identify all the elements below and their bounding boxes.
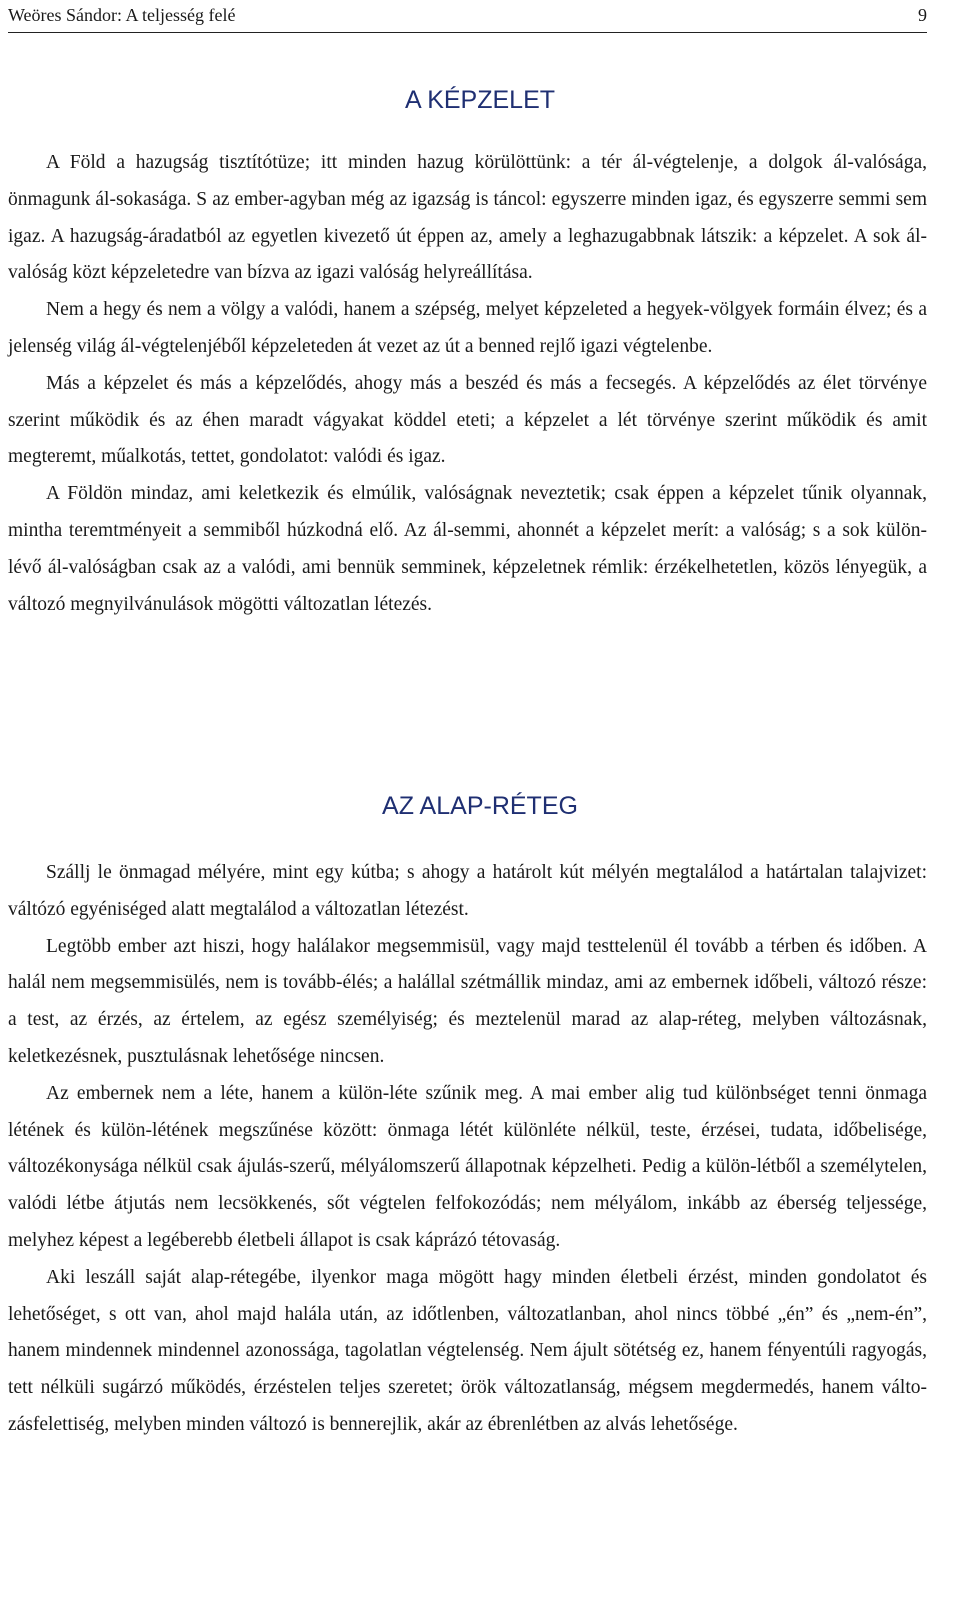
paragraph: Nem a hegy és nem a völgy a valódi, hanem a szépség, melyet képzeleted a hegyek-völgyek formáin élvez; és a jelenség világ ál-végtelenjéből képzeleteden át vezet az út a benned rejlő igazi végtelenbe. <box>8 299 927 357</box>
section-kepzelet-body <box>8 145 927 623</box>
paragraph: Más a képzelet és más a képzelődés, ahogy más a beszéd és más a fecsegés. A képzelődés az élet törvénye szerint működik és az éhen maradt vágyakat köddel eteti; a képzelet a lét törvénye szerint működik és amit megteremt, műalkotás, tettet, gondolatot: valódi és igaz. <box>8 372 927 468</box>
section-title-alap-reteg: AZ ALAP-RÉTEG <box>382 792 578 820</box>
page-number: 9 <box>918 5 927 25</box>
section-alap-reteg-body <box>8 855 927 1444</box>
paragraph: A Földön mindaz, ami keletkezik és elmúlik, valóságnak neveztetik; csak éppen a képzelet tűnik olyannak, mintha teremtményeit a semmiből húzkodná elő. Az ál-semmi, ahonnét a képzelet merít: a valóság; s a sok külön-lévő ál-valóságban csak az a valódi, ami bennük semminek, képzeletnek rémlik: érzékelhetetlen, közös lényegük, a változó megnyilvánulások mögötti változatlan létezés. <box>8 483 927 615</box>
paragraph: A Föld a hazugság tisztítótüze; itt minden hazug körülöttünk: a tér ál-végtelenje, a dolgok ál-valósága, önmagunk ál-sokasága. S az ember-agyban még az igazság is táncol: egyszerre minden igaz, és egyszerre semmi sem igaz. A hazugság-áradatból az egyetlen kivezető út éppen az, amely a leghazugabbnak látszik: a képzelet. A sok ál-valóság közt képzeletedre van bízva az igazi valóság helyreállítása. <box>8 152 927 284</box>
section-title-kepzelet: A KÉPZELET <box>404 86 556 114</box>
header-rule <box>8 32 927 33</box>
paragraph: Legtöbb ember azt hiszi, hogy halálakor megsemmisül, vagy majd testtelenül él tovább a térben és időben. A halál nem megsemmisülés, nem is tovább-élés; a halállal szétmállik mindaz, ami az embernek időbeli, változó része: a test, az érzés, az értelem, az egész személyiség; és meztelenül marad az alap-réteg, melyben változásnak, keletkezésnek, pusztulásnak lehetősége nincsen. <box>8 935 927 1067</box>
running-title: Weöres Sándor: A teljesség felé <box>8 5 236 25</box>
paragraph: Aki leszáll saját alap-rétegébe, ilyenkor maga mögött hagy minden életbeli érzést, minden gondolatot és lehetőséget, s ott van, ahol majd halála után, az időtlenben, változatlanban, ahol nincs többé „én” és „nem-én”, hanem mindennek mindennel azonossága, tagolatlan végtelenség. Nem ájult sötétség ez, hanem fényentúli ragyogás, tett nélküli sugárzó működés, érzéstelen teljes szeretet; örök változatlanság, mégsem megdermedés, hanem változásfelettiség, melyben minden változó is bennerejlik, akár az ébrenlétben az alvás lehetősége. <box>8 1266 927 1435</box>
paragraph: Szállj le önmagad mélyére, mint egy kútba; s ahogy a határolt kút mélyén megtalálod a határtalan talajvizet: váltózó egyéniséged alatt megtalálod a változatlan létezést. <box>8 862 927 920</box>
running-header <box>0 0 960 34</box>
paragraph: Az embernek nem a léte, hanem a külön-léte szűnik meg. A mai ember alig tud különbséget tenni önmaga létének és külön-létének megszűnése között: önmaga létét különléte nélkül, teste, érzései, tudata, időbelisége, változékonysága nélkül csak ájulás-szerű, mélyálomszerű állapotnak képzelheti. Pedig a külön-létből a személytelen, valódi létbe átjutás nem lecsökkenés, sőt végtelen felfokozódás; nem mélyálom, inkább az éberség teljessége, melyhez képest a legéberebb életbeli állapot is csak káprázó tétovaság. <box>8 1082 927 1251</box>
